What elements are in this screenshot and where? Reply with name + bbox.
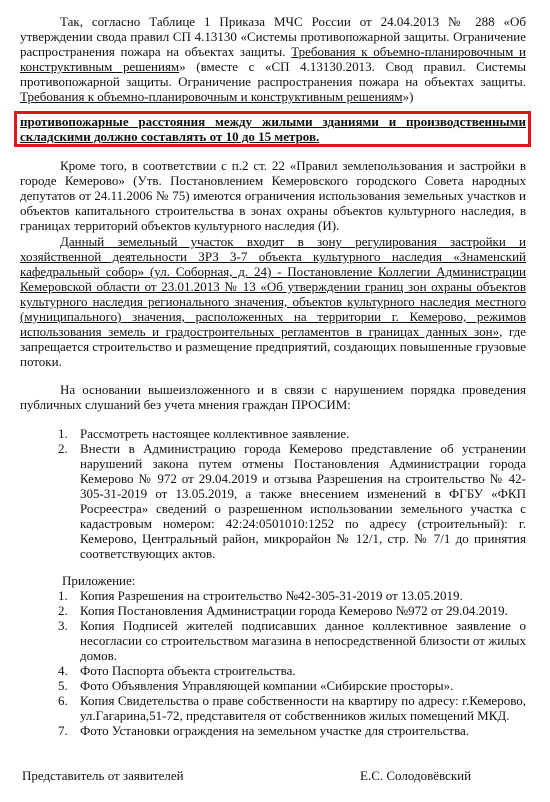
para1-text-c: ») <box>402 89 414 104</box>
paragraph-land-use-rules: Кроме того, в соответствии с п.2 ст. 22 «Правил землепользования и застройки в городе Кемерово» (Утв. Постановлением Кемеровского городского Совета народных депутатов от 24.11.2006 № 75) имеются ограничения использования земельных участков и объектов капитального строительства в зонах охраны объектов культурного наследия, в границах территорий объектов культурного наследия (И). <box>20 158 526 233</box>
para3-underlined: Данный земельный участок входит в зону регулирования застройки и хозяйственной деятельности ЗРЗ 3-7 объекта культурного наследия «Знаменский кафедральный собор» (ул. Соборная, д. 24) - Постановление Коллегии Администрации Кемеровской области от 23.01.2013 № 13 «Об утверждении границ зон охраны объектов культурного наследия регионального значения, объектов культурного наследия местного (муниципального) значения, расположенных на территории г. Кемерово, режимов использования земель и градостроительных регламентов в границах данных зон» <box>20 234 526 339</box>
para1-text-a: Так, согласно Таблице 1 Приказа МЧС России от 24.04.2013 № 288 «Об утверждении свода правил СП 4.13130 «Системы противопожарной защиты. Ограничение распространения пожара на объектах защиты. <box>20 14 526 59</box>
list-item <box>58 618 526 663</box>
paragraph-request-intro: На основании вышеизложенного и в связи с нарушением порядка проведения публичных слушаний без учета мнения граждан ПРОСИМ: <box>20 382 526 412</box>
list-item-text: Рассмотреть настоящее коллективное заявление. <box>80 426 350 441</box>
para3-text: , где запрещается строительство и размещение предприятий, создающих повышенные грузовые потоки. <box>20 324 526 369</box>
list-item <box>58 441 526 561</box>
signature-name: Е.С. Солодовёвский <box>360 768 472 783</box>
attachments-list <box>58 588 526 738</box>
list-item <box>58 723 526 738</box>
list-item <box>58 603 526 618</box>
paragraph-fire-rules <box>20 14 526 104</box>
para1-text-b: » (вместе с «СП 4.13130.2013. Свод правил. Системы противопожарной защиты. Ограничение распространения пожара на объектах защиты. <box>20 59 526 89</box>
list-item-text: Копия Подписей жителей подписавших данное коллективное заявление о несогласии со строительством магазина в непосредственной близости от жилых домов. <box>80 618 526 663</box>
list-item-number: 2. <box>58 441 68 456</box>
highlighted-fire-distance: противопожарные расстояния между жилыми зданиями и производственными складскими должно составлять от 10 до 15 метров. <box>20 114 526 144</box>
list-item-text: Фото Паспорта объекта строительства. <box>80 663 296 678</box>
list-item <box>58 426 526 441</box>
attachments-title: Приложение: <box>62 573 136 588</box>
list-item <box>58 678 526 693</box>
list-item-number: 4. <box>58 663 68 678</box>
list-item <box>58 663 526 678</box>
para1-underlined-a: Требования к объемно-планировочным и конструктивным решениям <box>20 44 527 74</box>
list-item-number: 5. <box>58 678 68 693</box>
list-item-number: 1. <box>58 426 68 441</box>
list-item-text: Фото Объявления Управляющей компании «Сибирские просторы». <box>80 678 454 693</box>
list-item-text: Фото Установки ограждения на земельном участке для строительства. <box>80 723 470 738</box>
list-item-number: 1. <box>58 588 68 603</box>
list-item <box>58 588 526 603</box>
list-item-number: 2. <box>58 603 68 618</box>
request-list <box>58 426 526 561</box>
list-item-text: Копия Свидетельства о праве собственности на квартиру по адресу: г.Кемерово, ул.Гагарина,51-72, представителя от собственников жилых помещений МКД. <box>80 693 526 723</box>
list-item-number: 3. <box>58 618 68 633</box>
list-item-text: Внести в Администрацию города Кемерово представление об устранении нарушений закона путем отмены Постановления Администрации города Кемерово № 972 от 29.04.2019 и отзыва Разрешения на строительство № 42-305-31-2019 от 13.05.2019, а также внесением изменений в ФГБУ «ФКП Росреестра» сведений о разрешенном использовании земельного участка с кадастровым номером: 42:24:0501010:1252 по адресу (строительный): г. Кемерово, Центральный район, микрорайон № 12/1, стр. № 7/1 до принятия соответствующих актов. <box>80 441 526 561</box>
signature-representative-label: Представитель от заявителей <box>22 768 184 783</box>
paragraph-cultural-heritage-zone <box>20 234 526 369</box>
para1-underlined-b: Требования к объемно-планировочным и конструктивным решениям <box>20 89 403 104</box>
list-item-number: 7. <box>58 723 68 738</box>
list-item-text: Копия Постановления Администрации города Кемерово №972 от 29.04.2019. <box>80 603 508 618</box>
list-item-text: Копия Разрешения на строительство №42-305-31-2019 от 13.05.2019. <box>80 588 463 603</box>
list-item <box>58 693 526 723</box>
list-item-number: 6. <box>58 693 68 708</box>
